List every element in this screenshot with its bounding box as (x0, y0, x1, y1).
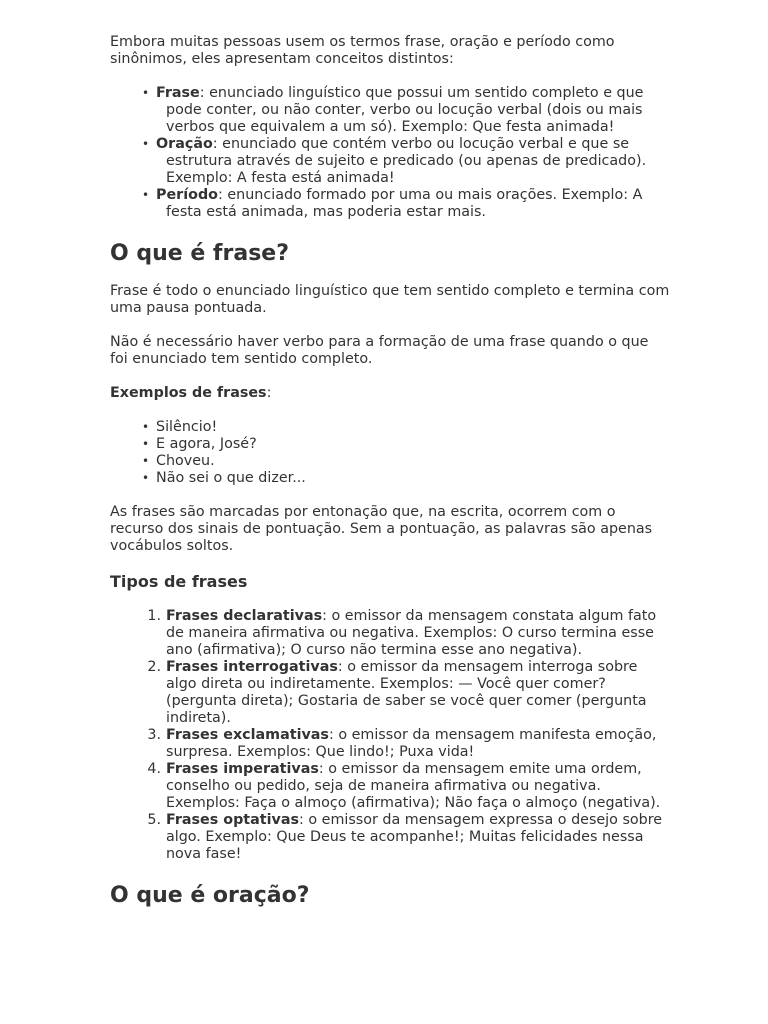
type-text: : o emissor da mensagem interroga sobre algo direta ou indiretamente. Exemplos: — Você quer comer? (pergunta direta); Gostaria de saber se você quer comer (pergunta indireta). (166, 659, 647, 726)
examples-label-paragraph (110, 385, 670, 402)
type-item-interrogativas (166, 659, 670, 727)
sentence-types-list (110, 608, 670, 863)
intro-paragraph: Embora muitas pessoas usem os termos frase, oração e período como sinônimos, eles apresentam conceitos distintos: (110, 34, 615, 67)
example-item: • Choveu. (156, 453, 670, 470)
article-body (110, 34, 670, 925)
example-item: • Não sei o que dizer... (156, 470, 670, 487)
type-item-exclamativas (166, 727, 670, 761)
definition-text: : enunciado formado por uma ou mais orações. Exemplo: A festa está animada, mas poderia estar mais. (166, 187, 643, 220)
frase-paragraph-3: As frases são marcadas por entonação que, na escrita, ocorrem com o recurso dos sinais de pontuação. Sem a pontuação, as palavras são apenas vocábulos soltos. (110, 504, 653, 554)
frase-paragraph-1: Frase é todo o enunciado linguístico que tem sentido completo e termina com uma pausa pontuada. (110, 283, 670, 316)
definitions-list (110, 85, 670, 221)
type-text: : o emissor da mensagem constata algum fato de maneira afirmativa ou negativa. Exemplos: O curso termina esse ano (afirmativa); O curso não termina esse ano negativa). (166, 608, 657, 658)
example-item: • E agora, José? (156, 436, 670, 453)
definition-item-periodo (156, 187, 670, 221)
examples-list (110, 419, 670, 487)
definition-term: Frase (156, 85, 200, 101)
definition-text: : enunciado que contém verbo ou locução verbal e que se estrutura através de sujeito e predicado (ou apenas de predicado). Exemplo: A festa está animada! (166, 136, 647, 186)
definition-item-oracao (156, 136, 670, 187)
type-item-optativas (166, 812, 670, 863)
type-term: Frases exclamativas (166, 727, 329, 743)
type-text: : o emissor da mensagem emite uma ordem, conselho ou pedido, seja de maneira afirmativa ou negativa. Exemplos: Faça o almoço (afirmativa); Não faça o almoço (negativa). (166, 761, 661, 811)
type-term: Frases optativas (166, 812, 299, 828)
frase-paragraph-2: Não é necessário haver verbo para a formação de uma frase quando o que foi enunciado tem sentido completo. (110, 334, 649, 367)
definition-item-frase (156, 85, 670, 136)
heading-tipos-de-frases: Tipos de frases (110, 572, 248, 591)
heading-o-que-e-oracao: O que é oração? (110, 883, 310, 908)
type-term: Frases imperativas (166, 761, 319, 777)
type-term: Frases declarativas (166, 608, 323, 624)
heading-o-que-e-frase: O que é frase? (110, 241, 289, 266)
type-item-imperativas (166, 761, 670, 812)
definition-term: Período (156, 187, 219, 203)
type-item-declarativas (166, 608, 670, 659)
examples-label: Exemplos de frases (110, 385, 267, 401)
type-text: : o emissor da mensagem manifesta emoção, surpresa. Exemplos: Que lindo!; Puxa vida! (166, 727, 657, 760)
examples-label-colon: : (266, 385, 272, 401)
type-term: Frases interrogativas (166, 659, 338, 675)
example-item: • Silêncio! (156, 419, 670, 436)
definition-text: : enunciado linguístico que possui um sentido completo e que pode conter, ou não conter, verbo ou locução verbal (dois ou mais verbos que equivalem a um só). Exemplo: Que festa animada! (166, 85, 644, 135)
type-text: : o emissor da mensagem expressa o desejo sobre algo. Exemplo: Que Deus te acompanhe!; Muitas felicidades nessa nova fase! (166, 812, 663, 862)
definition-term: Oração (156, 136, 213, 152)
